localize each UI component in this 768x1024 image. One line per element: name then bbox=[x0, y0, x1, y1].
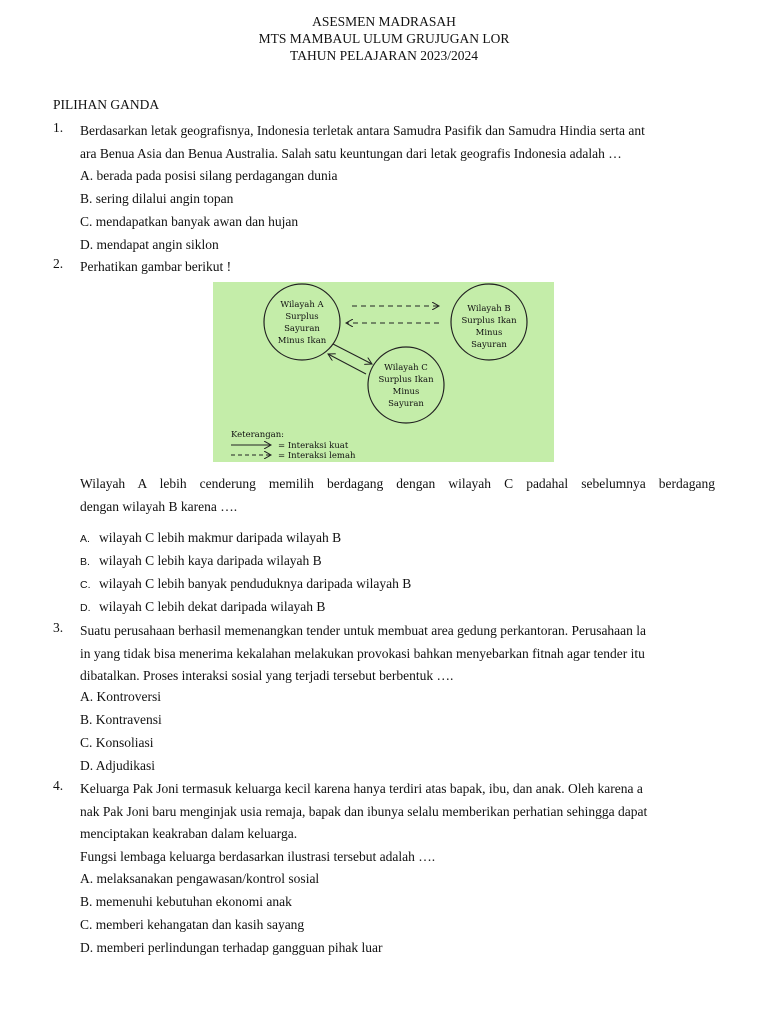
option-d[interactable]: D. Adjudikasi bbox=[80, 758, 156, 773]
section-title: PILIHAN GANDA bbox=[53, 97, 160, 112]
legend-title: Keterangan: bbox=[231, 430, 285, 440]
option-b[interactable]: B. Kontravensi bbox=[80, 712, 162, 727]
question-2 bbox=[53, 256, 715, 279]
option-c[interactable] bbox=[80, 573, 411, 596]
region-b-label: Wilayah B bbox=[467, 304, 511, 314]
diagram-svg bbox=[213, 282, 554, 462]
question-4 bbox=[53, 778, 715, 868]
document-header bbox=[0, 13, 768, 64]
option-c[interactable]: C. memberi kehangatan dan kasih sayang bbox=[80, 917, 305, 932]
legend-weak-label: = Interaksi lemah bbox=[278, 451, 356, 461]
option-a[interactable]: A. melaksanakan pengawasan/kontrol sosial bbox=[80, 871, 320, 886]
option-letter: C. bbox=[80, 579, 91, 591]
region-c-label: Surplus Ikan bbox=[378, 375, 434, 385]
option-letter: A. bbox=[80, 533, 90, 545]
region-b-label: Surplus Ikan bbox=[461, 316, 517, 326]
region-a-label: Minus Ikan bbox=[277, 336, 327, 346]
option-c[interactable]: C. Konsoliasi bbox=[80, 735, 154, 750]
option-d[interactable] bbox=[80, 596, 325, 619]
region-c-label: Minus bbox=[392, 387, 420, 397]
option-a[interactable]: A. Kontroversi bbox=[80, 689, 161, 704]
header-title: ASESMEN MADRASAH bbox=[312, 14, 456, 29]
region-c-label: Wilayah C bbox=[384, 363, 428, 373]
region-c-label: Sayuran bbox=[388, 399, 424, 409]
option-d[interactable]: D. mendapat angin siklon bbox=[80, 237, 219, 252]
question-text: in yang tidak bisa menerima kekalahan melakukan provokasi bahkan menyebarkan fitnah agar tender itu bbox=[80, 645, 645, 661]
question-text: Wilayah A lebih cenderung memilih berdagang dengan wilayah C padahal sebelumnya berdagang bbox=[80, 476, 715, 491]
question-2-text bbox=[53, 473, 715, 518]
option-d[interactable]: D. memberi perlindungan terhadap gangguan pihak luar bbox=[80, 940, 383, 955]
option-b[interactable]: B. sering dilalui angin topan bbox=[80, 191, 234, 206]
question-number: 3. bbox=[53, 620, 64, 635]
question-text: Suatu perusahaan berhasil memenangkan tender untuk membuat area gedung perkantoran. Perusahaan la bbox=[80, 623, 647, 638]
header-year: TAHUN PELAJARAN 2023/2024 bbox=[290, 48, 478, 63]
question-text: nak Pak Joni baru menginjak usia remaja, bapak dan ibunya selalu memberikan perhatian sehingga dapat bbox=[80, 803, 648, 819]
question-intro: Perhatikan gambar berikut ! bbox=[80, 259, 232, 274]
option-text: wilayah C lebih banyak penduduknya daripada wilayah B bbox=[99, 576, 412, 591]
region-a-label: Surplus bbox=[285, 312, 319, 322]
region-a-label: Wilayah A bbox=[280, 300, 324, 310]
option-text: wilayah C lebih dekat daripada wilayah B bbox=[99, 599, 326, 614]
option-a[interactable]: A. berada pada posisi silang perdagangan dunia bbox=[80, 168, 338, 183]
region-c-circle bbox=[368, 347, 444, 423]
option-text: wilayah C lebih makmur daripada wilayah B bbox=[99, 530, 342, 545]
question-text: Berdasarkan letak geografisnya, Indonesia terletak antara Samudra Pasifik dan Samudra Hindia serta ant bbox=[80, 123, 645, 138]
question-number: 2. bbox=[53, 256, 64, 271]
question-text: dibatalkan. Proses interaksi sosial yang terjadi tersebut berbentuk …. bbox=[80, 668, 454, 683]
question-number: 4. bbox=[53, 778, 64, 793]
strong-arrow-a-to-c bbox=[333, 344, 372, 364]
option-b[interactable] bbox=[80, 550, 322, 573]
region-b-label: Minus bbox=[475, 328, 503, 338]
question-text: ara Benua Asia dan Benua Australia. Salah satu keuntungan dari letak geografis Indonesia adalah … bbox=[80, 145, 622, 161]
question-3 bbox=[53, 620, 715, 688]
option-c[interactable]: C. mendapatkan banyak awan dan hujan bbox=[80, 214, 299, 229]
region-a-label: Sayuran bbox=[284, 324, 320, 334]
header-school: MTS MAMBAUL ULUM GRUJUGAN LOR bbox=[258, 31, 510, 46]
region-a-circle bbox=[264, 284, 340, 360]
strong-arrow-c-to-a bbox=[328, 354, 366, 374]
option-text: wilayah C lebih kaya daripada wilayah B bbox=[99, 553, 322, 568]
interaction-diagram bbox=[213, 282, 554, 462]
option-b[interactable]: B. memenuhi kebutuhan ekonomi anak bbox=[80, 894, 292, 909]
question-1 bbox=[53, 120, 715, 165]
option-letter: B. bbox=[80, 556, 90, 568]
question-text: menciptakan keakraban dalam keluarga. bbox=[80, 826, 298, 841]
question-text: dengan wilayah B karena …. bbox=[80, 498, 238, 514]
option-a[interactable] bbox=[80, 527, 341, 550]
question-text: Keluarga Pak Joni termasuk keluarga kecil karena hanya terdiri atas bapak, ibu, dan anak. Oleh karena a bbox=[80, 781, 643, 796]
legend-strong-label: = Interaksi kuat bbox=[278, 441, 349, 451]
option-letter: D. bbox=[80, 602, 91, 614]
question-number: 1. bbox=[53, 120, 64, 135]
region-b-label: Sayuran bbox=[471, 340, 507, 350]
question-prompt: Fungsi lembaga keluarga berdasarkan ilustrasi tersebut adalah …. bbox=[80, 848, 436, 864]
